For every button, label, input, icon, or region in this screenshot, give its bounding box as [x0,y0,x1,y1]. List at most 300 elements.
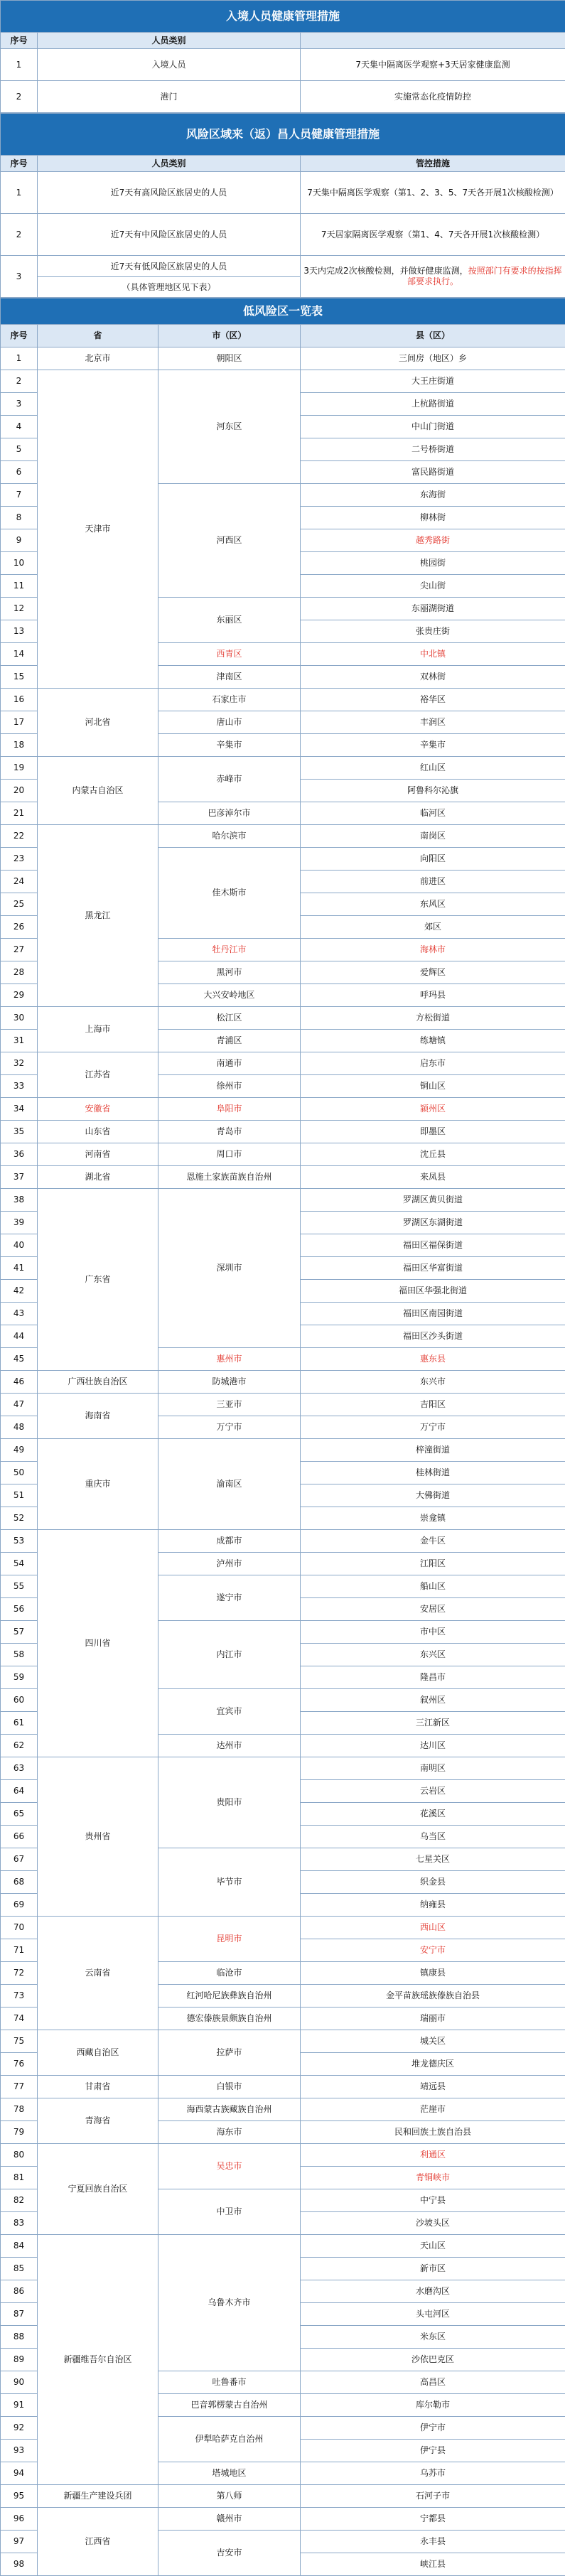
row-county: 叙州区 [301,1688,565,1711]
row-no: 70 [1,1916,38,1939]
row-county: 启东市 [301,1052,565,1074]
row-no: 2 [1,370,38,392]
row-no: 17 [1,711,38,733]
row-no: 7 [1,483,38,506]
row-province: 重庆市 [38,1438,158,1529]
row-no: 18 [1,733,38,756]
row-no: 46 [1,1370,38,1393]
row-city: 巴彦淖尔市 [158,802,301,824]
row-no: 94 [1,2462,38,2484]
row-city: 东丽区 [158,597,301,642]
row-county: 福田区沙头街道 [301,1325,565,1347]
row-measure [301,256,565,298]
row-county: 梓潼街道 [301,1438,565,1461]
row-city: 昆明市 [158,1916,301,1961]
row-no: 75 [1,2030,38,2052]
row-no: 97 [1,2530,38,2553]
row-county: 丰润区 [301,711,565,733]
row-no: 92 [1,2416,38,2439]
row-county: 南明区 [301,1757,565,1779]
row-county: 纳雍县 [301,1893,565,1916]
header-county: 县（区） [301,325,565,347]
row-city: 塔城地区 [158,2462,301,2484]
table-row [1,214,565,256]
row-county: 铜山区 [301,1074,565,1097]
row-no: 40 [1,1234,38,1256]
row-city: 南通市 [158,1052,301,1074]
table-row [1,1052,565,1074]
row-no: 35 [1,1120,38,1143]
row-no: 15 [1,665,38,688]
table-row [1,1006,565,1029]
row-no: 54 [1,1552,38,1575]
row-no: 87 [1,2302,38,2325]
row-no: 10 [1,551,38,574]
row-no: 85 [1,2257,38,2280]
row-province: 山东省 [38,1120,158,1143]
row-county: 阿鲁科尔沁旗 [301,779,565,802]
row-city: 黑河市 [158,961,301,983]
row-no: 67 [1,1848,38,1870]
section-title: 入境人员健康管理措施 [1,1,565,33]
row-no: 76 [1,2052,38,2075]
row-city: 红河哈尼族彝族自治州 [158,1984,301,2007]
row-county: 青铜峡市 [301,2166,565,2189]
row-province: 海南省 [38,1393,158,1438]
row-county: 沙依巴克区 [301,2348,565,2371]
header-province: 省 [38,325,158,347]
row-no: 96 [1,2507,38,2530]
header-measure [301,33,565,49]
row-county: 福田区华富街道 [301,1256,565,1279]
row-city: 成都市 [158,1529,301,1552]
row-no: 2 [1,81,38,113]
table-row [1,1438,565,1461]
row-measure: 7天集中隔离医学观察+3天居家健康监测 [301,49,565,81]
row-no: 32 [1,1052,38,1074]
row-no: 36 [1,1143,38,1165]
table-row [1,256,565,298]
row-city: 周口市 [158,1143,301,1165]
row-county: 东海街 [301,483,565,506]
row-county: 伊宁县 [301,2439,565,2462]
row-city: 赤峰市 [158,756,301,802]
row-province: 甘肃省 [38,2075,158,2098]
row-city: 唐山市 [158,711,301,733]
row-county: 二号桥街道 [301,438,565,460]
header-category: 人员类别 [38,156,301,172]
row-county: 中宁县 [301,2189,565,2211]
row-no: 44 [1,1325,38,1347]
row-no: 74 [1,2007,38,2030]
header-measure: 管控措施 [301,156,565,172]
row-no: 19 [1,756,38,779]
row-county: 靖远县 [301,2075,565,2098]
row-county: 伊宁市 [301,2416,565,2439]
header-no: 序号 [1,325,38,347]
row-no: 3 [1,256,38,298]
row-city: 吐鲁番市 [158,2371,301,2393]
row-city: 深圳市 [158,1188,301,1347]
row-no: 41 [1,1256,38,1279]
table-row [1,2030,565,2052]
table-row [1,1188,565,1211]
row-city: 第八师 [158,2484,301,2507]
row-no: 1 [1,347,38,370]
row-city: 宜宾市 [158,1688,301,1734]
row-no: 31 [1,1029,38,1052]
row-no: 1 [1,49,38,81]
row-no: 52 [1,1507,38,1529]
row-no: 62 [1,1734,38,1757]
row-county: 福田区南园街道 [301,1302,565,1325]
row-county: 镇康县 [301,1961,565,1984]
row-county: 双林街 [301,665,565,688]
row-county: 市中区 [301,1620,565,1643]
row-no: 81 [1,2166,38,2189]
row-county: 东兴区 [301,1643,565,1666]
row-county: 云岩区 [301,1779,565,1802]
row-no: 3 [1,392,38,415]
row-no: 93 [1,2439,38,2462]
table-row [1,1097,565,1120]
table-row [1,1393,565,1416]
header-city: 市（区） [158,325,301,347]
row-category [38,256,301,298]
row-county: 大王庄街道 [301,370,565,392]
row-province: 新疆生产建设兵团 [38,2484,158,2507]
row-province: 安徽省 [38,1097,158,1120]
table-row [1,2484,565,2507]
row-city: 海东市 [158,2120,301,2143]
row-county: 水磨沟区 [301,2280,565,2302]
row-no: 21 [1,802,38,824]
row-no: 98 [1,2553,38,2575]
row-city: 恩施土家族苗族自治州 [158,1165,301,1188]
row-no: 82 [1,2189,38,2211]
row-no: 47 [1,1393,38,1416]
row-no: 28 [1,961,38,983]
row-no: 25 [1,893,38,915]
row-county: 富民路街道 [301,460,565,483]
row-no: 22 [1,824,38,847]
header-no: 序号 [1,156,38,172]
row-county: 越秀路街 [301,529,565,551]
row-county: 隆昌市 [301,1666,565,1688]
row-city: 徐州市 [158,1074,301,1097]
row-county: 爱辉区 [301,961,565,983]
row-province: 内蒙古自治区 [38,756,158,824]
row-county: 张贵庄街 [301,620,565,642]
row-province: 江苏省 [38,1052,158,1097]
row-measure: 7天居家隔离医学观察（第1、4、7天各开展1次核酸检测） [301,214,565,256]
row-city: 伊犁哈萨克自治州 [158,2416,301,2462]
row-no: 57 [1,1620,38,1643]
row-county: 福田区华强北街道 [301,1279,565,1302]
row-county: 柳林街 [301,506,565,529]
row-city: 青浦区 [158,1029,301,1052]
row-county: 乌苏市 [301,2462,565,2484]
row-no: 20 [1,779,38,802]
row-no: 61 [1,1711,38,1734]
header-category: 人员类别 [38,33,301,49]
row-category: 近7天有高风险区旅居史的人员 [38,172,301,214]
row-county: 织金县 [301,1870,565,1893]
row-no: 90 [1,2371,38,2393]
row-no: 63 [1,1757,38,1779]
table-row [1,370,565,392]
row-county: 前进区 [301,870,565,893]
row-no: 11 [1,574,38,597]
row-city: 大兴安岭地区 [158,983,301,1006]
row-county: 临河区 [301,802,565,824]
row-no: 33 [1,1074,38,1097]
row-county: 船山区 [301,1575,565,1597]
measure-red-text: 按照部门有要求的按指挥部要求执行。 [407,266,562,286]
section-title: 低风险区一览表 [1,298,565,325]
row-no: 66 [1,1825,38,1848]
row-no: 50 [1,1461,38,1484]
low-risk-area-table [0,298,565,2576]
row-category: 港门 [38,81,301,113]
table-row [1,688,565,711]
row-no: 71 [1,1939,38,1961]
row-county: 新市区 [301,2257,565,2280]
row-no: 73 [1,1984,38,2007]
table-row [1,824,565,847]
row-no: 24 [1,870,38,893]
row-city: 哈尔滨市 [158,824,301,847]
row-county: 即墨区 [301,1120,565,1143]
row-province: 广东省 [38,1188,158,1370]
row-no: 89 [1,2348,38,2371]
row-county: 裕华区 [301,688,565,711]
row-county: 来凤县 [301,1165,565,1188]
row-province: 四川省 [38,1529,158,1757]
row-city: 达州市 [158,1734,301,1757]
table-row [1,49,565,81]
row-no: 8 [1,506,38,529]
row-province: 湖北省 [38,1165,158,1188]
row-no: 86 [1,2280,38,2302]
row-no: 88 [1,2325,38,2348]
row-category: 近7天有中风险区旅居史的人员 [38,214,301,256]
table-row [1,1757,565,1779]
row-no: 78 [1,2098,38,2120]
row-city: 毕节市 [158,1848,301,1916]
row-city: 德宏傣族景颇族自治州 [158,2007,301,2030]
row-city: 河西区 [158,483,301,597]
row-county: 桂林街道 [301,1461,565,1484]
row-no: 49 [1,1438,38,1461]
row-county: 库尔勒市 [301,2393,565,2416]
row-city: 内江市 [158,1620,301,1688]
row-province: 江西省 [38,2507,158,2575]
row-city: 海西蒙古族藏族自治州 [158,2098,301,2120]
row-county: 安宁市 [301,1939,565,1961]
row-no: 26 [1,915,38,938]
row-no: 83 [1,2211,38,2234]
row-no: 48 [1,1416,38,1438]
row-no: 9 [1,529,38,551]
header-no: 序号 [1,33,38,49]
row-no: 58 [1,1643,38,1666]
table-row [1,172,565,214]
row-province: 云南省 [38,1916,158,2030]
row-city: 遂宁市 [158,1575,301,1620]
row-county: 红山区 [301,756,565,779]
row-no: 6 [1,460,38,483]
row-county: 颍州区 [301,1097,565,1120]
row-no: 60 [1,1688,38,1711]
row-province: 贵州省 [38,1757,158,1916]
row-county: 堆龙德庆区 [301,2052,565,2075]
row-no: 45 [1,1347,38,1370]
row-county: 上杭路街道 [301,392,565,415]
table-row [1,2234,565,2257]
row-county: 吉阳区 [301,1393,565,1416]
row-city: 吉安市 [158,2530,301,2575]
row-no: 14 [1,642,38,665]
row-county: 南岗区 [301,824,565,847]
row-county: 辛集市 [301,733,565,756]
row-county: 大佛街道 [301,1484,565,1507]
row-county: 罗湖区东湖街道 [301,1211,565,1234]
row-county: 方松街道 [301,1006,565,1029]
row-county: 茫崖市 [301,2098,565,2120]
row-province: 天津市 [38,370,158,688]
row-county: 石河子市 [301,2484,565,2507]
row-county: 花溪区 [301,1802,565,1825]
row-city: 津南区 [158,665,301,688]
table-row [1,1916,565,1939]
row-measure: 实施常态化疫情防控 [301,81,565,113]
row-county: 东风区 [301,893,565,915]
table-row [1,347,565,370]
row-county: 头屯河区 [301,2302,565,2325]
row-city: 万宁市 [158,1416,301,1438]
table-row [1,1529,565,1552]
row-county: 中山门街道 [301,415,565,438]
row-no: 27 [1,938,38,961]
low-risk-rows [1,347,565,2575]
row-no: 65 [1,1802,38,1825]
row-no: 84 [1,2234,38,2257]
row-no: 13 [1,620,38,642]
row-category: 入境人员 [38,49,301,81]
row-county: 民和回族土族自治县 [301,2120,565,2143]
row-province: 青海省 [38,2098,158,2143]
row-county: 郊区 [301,915,565,938]
row-province: 广西壮族自治区 [38,1370,158,1393]
row-county: 崇龛镇 [301,1507,565,1529]
row-province: 河南省 [38,1143,158,1165]
row-county: 桃园街 [301,551,565,574]
row-city: 巴音郭楞蒙古自治州 [158,2393,301,2416]
entry-measures-table [0,0,565,113]
table-row [1,1120,565,1143]
row-no: 69 [1,1893,38,1916]
table-row [1,2098,565,2120]
row-province: 上海市 [38,1006,158,1052]
row-no: 38 [1,1188,38,1211]
row-no: 64 [1,1779,38,1802]
row-no: 37 [1,1165,38,1188]
row-county: 高昌区 [301,2371,565,2393]
row-no: 4 [1,415,38,438]
row-county: 西山区 [301,1916,565,1939]
row-measure: 7天集中隔离医学观察（第1、2、3、5、7天各开展1次核酸检测） [301,172,565,214]
row-no: 1 [1,172,38,214]
row-city: 西青区 [158,642,301,665]
table-row [1,81,565,113]
row-city: 辛集市 [158,733,301,756]
row-no: 5 [1,438,38,460]
row-county: 海林市 [301,938,565,961]
row-no: 34 [1,1097,38,1120]
table-row [1,1143,565,1165]
row-county: 天山区 [301,2234,565,2257]
row-county: 金牛区 [301,1529,565,1552]
row-city: 渝南区 [158,1438,301,1529]
row-county: 万宁市 [301,1416,565,1438]
row-county: 瑞丽市 [301,2007,565,2030]
row-city: 松江区 [158,1006,301,1029]
row-county: 向阳区 [301,847,565,870]
row-no: 43 [1,1302,38,1325]
row-category-text: 近7天有低风险区旅居史的人员 [38,257,300,277]
row-city: 阜阳市 [158,1097,301,1120]
row-county: 七星关区 [301,1848,565,1870]
row-no: 79 [1,2120,38,2143]
row-city: 临沧市 [158,1961,301,1984]
row-no: 55 [1,1575,38,1597]
row-no: 59 [1,1666,38,1688]
table-row [1,2143,565,2166]
measure-text: 3天内完成2次核酸检测，并做好健康监测， [303,266,468,276]
row-city: 惠州市 [158,1347,301,1370]
row-county: 乌当区 [301,1825,565,1848]
row-no: 51 [1,1484,38,1507]
row-city: 贵阳市 [158,1757,301,1848]
row-county: 达川区 [301,1734,565,1757]
table-row [1,1165,565,1188]
row-city: 拉萨市 [158,2030,301,2075]
row-no: 72 [1,1961,38,1984]
row-city: 泸州市 [158,1552,301,1575]
row-county: 福田区福保街道 [301,1234,565,1256]
row-city: 防城港市 [158,1370,301,1393]
row-no: 53 [1,1529,38,1552]
row-province: 北京市 [38,347,158,370]
table-row [1,756,565,779]
risk-area-measures-table [0,113,565,298]
row-province: 宁夏回族自治区 [38,2143,158,2234]
row-county: 永丰县 [301,2530,565,2553]
row-county: 中北镇 [301,642,565,665]
row-no: 68 [1,1870,38,1893]
table-row [1,1370,565,1393]
row-no: 29 [1,983,38,1006]
row-no: 23 [1,847,38,870]
row-county: 沙坡头区 [301,2211,565,2234]
row-county: 练塘镇 [301,1029,565,1052]
row-county: 利通区 [301,2143,565,2166]
row-county: 呼玛县 [301,983,565,1006]
row-no: 42 [1,1279,38,1302]
row-county: 三江新区 [301,1711,565,1734]
row-city: 河东区 [158,370,301,483]
